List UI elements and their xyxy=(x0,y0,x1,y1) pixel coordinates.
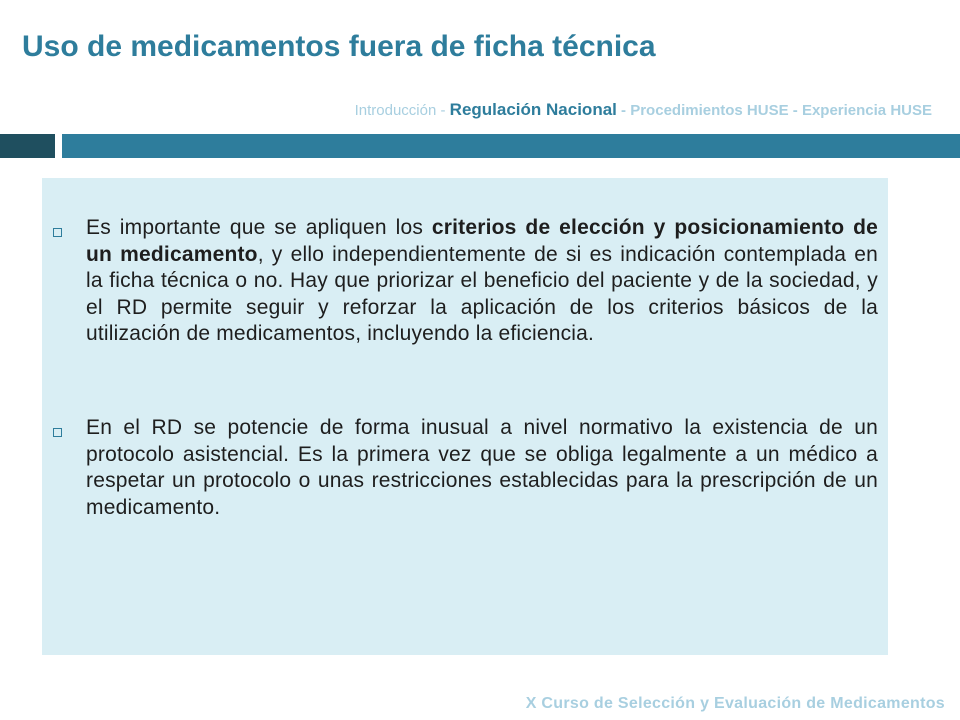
bullet-text-segment: En el RD se potencie de forma inusual a nivel normativo la existencia de un protocolo asistencial. Es la primera vez que se obliga legalmente a un médico a respetar un protocolo o unas restricciones establecidas para la prescripción de un medicamento. xyxy=(86,416,878,519)
nav-item-regulacion-nacional[interactable]: Regulación Nacional xyxy=(449,100,617,119)
section-nav xyxy=(355,100,932,121)
slide-title: Uso de medicamentos fuera de ficha técnica xyxy=(22,30,656,63)
nav-item-introduccion[interactable]: Introducción xyxy=(354,102,437,119)
bullet-item xyxy=(52,215,878,348)
header-bar xyxy=(62,134,960,158)
header-bar-accent-block xyxy=(0,134,55,158)
bullet-item xyxy=(52,415,878,521)
bullet-text xyxy=(86,215,878,348)
square-bullet-icon xyxy=(53,428,62,437)
nav-separator: - xyxy=(792,102,798,119)
nav-item-experiencia-huse[interactable]: Experiencia HUSE xyxy=(801,102,932,119)
bullet-text-segment: Es importante que se apliquen los xyxy=(86,216,432,239)
course-footer: X Curso de Selección y Evaluación de Medicamentos xyxy=(525,695,945,712)
bullet-text-emphasis: criterios de elección y posicionamiento de un medicamento xyxy=(86,216,878,266)
nav-separator: - xyxy=(621,102,627,119)
bullet-text xyxy=(86,415,878,521)
nav-separator: - xyxy=(440,102,446,119)
square-bullet-icon xyxy=(53,228,62,237)
bullet-text-segment: , y ello independientemente de si es indicación contemplada en la ficha técnica o no. Hay que priorizar el beneficio del paciente y de la sociedad, y el RD permite seguir y reforzar la aplicación de los criterios básicos de la utilización de medicamentos, incluyendo la eficiencia. xyxy=(86,242,878,345)
nav-item-procedimientos-huse[interactable]: Procedimientos HUSE xyxy=(630,102,789,119)
